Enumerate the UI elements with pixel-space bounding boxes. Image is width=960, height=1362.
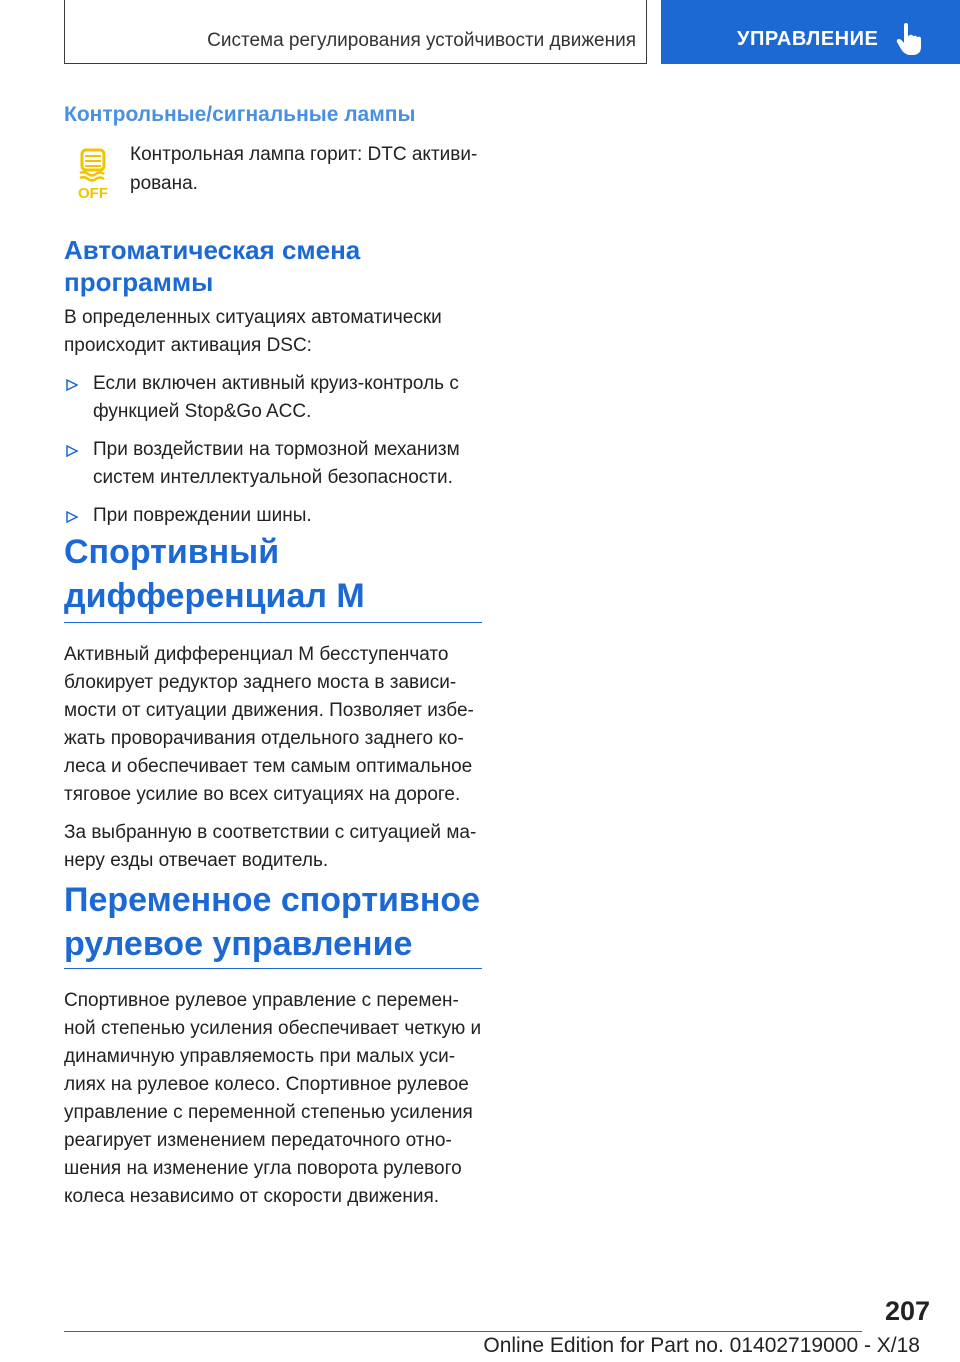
page-number: 207: [884, 1296, 930, 1326]
list-item: [64, 436, 482, 492]
dtc-off-warning-lamp-icon: [72, 146, 114, 202]
triangle-bullet-icon: [66, 511, 78, 523]
hand-pointer-icon: [895, 22, 925, 56]
auto-change-bullet-list: [64, 370, 482, 530]
differential-heading-line1: Спортивный: [64, 533, 280, 571]
header-running-title-box: [64, 0, 647, 64]
steering-heading-line1: Переменное спортивное: [64, 881, 481, 919]
differential-paragraph-1: Активный дифференциал M бесступенчато блокирует редуктор заднего моста в зависимости от ситуации движения. Позволяет избежать проворачивания отдельного заднего колеса и обеспечивает тем самым оптимальное тяговое усилие во всех ситуациях на дороге.: [64, 644, 474, 805]
bullet-text: При повреждении шины.: [93, 505, 312, 526]
chapter-tab-label: УПРАВЛЕНИЕ: [737, 28, 879, 50]
bullet-text: Если включен активный круиз-контроль с функцией Stop&Go ACC.: [93, 373, 459, 422]
steering-paragraph: Спортивное рулевое управление с переменной степенью усиления обеспечивает четкую и динамичную управляемость при малых усилиях на рулевое колесо. Спортивное рулевое управление с переменной степенью усиления реагирует изменением передаточного отношения на изменение угла поворота рулевого колеса независимо от скорости движения.: [64, 990, 482, 1207]
differential-heading: [64, 530, 482, 618]
running-title: Система регулирования устойчивости движения: [207, 30, 636, 51]
differential-paragraph-2: За выбранную в соответствии с ситуацией манеру езды отвечает водитель.: [64, 822, 477, 871]
auto-change-section: [64, 234, 482, 530]
auto-change-heading-line1: Автоматическая смена: [64, 235, 361, 265]
triangle-bullet-icon: [66, 445, 78, 457]
auto-change-intro: В определенных ситуациях автоматически происходит активация DSC:: [64, 307, 442, 356]
triangle-bullet-icon: [66, 379, 78, 391]
lamps-section: [64, 103, 482, 127]
lamps-heading: Контрольные/сигнальные лампы: [64, 103, 416, 126]
differential-heading-line2: дифференциал M: [64, 577, 365, 615]
footer-divider: [64, 1331, 862, 1332]
chapter-tab[interactable]: [661, 0, 960, 64]
lamp-off-label: OFF: [78, 185, 108, 202]
section-divider: [64, 622, 482, 623]
differential-section: [64, 530, 482, 875]
steering-heading-line2: рулевое управление: [64, 925, 413, 963]
auto-change-heading: [64, 234, 482, 298]
list-item: [64, 502, 482, 530]
bullet-text: При воздействии на тормозной механизм систем интеллектуальной безопасности.: [93, 439, 460, 488]
auto-change-heading-line2: программы: [64, 267, 214, 297]
edition-info: Online Edition for Part no. 01402719000 - X/18: [483, 1334, 920, 1357]
section-divider: [64, 968, 482, 969]
steering-heading: [64, 878, 482, 966]
lamp-description: Контрольная лампа горит: DTC активирована.: [130, 144, 478, 194]
list-item: [64, 370, 473, 426]
steering-section: [64, 878, 482, 1211]
